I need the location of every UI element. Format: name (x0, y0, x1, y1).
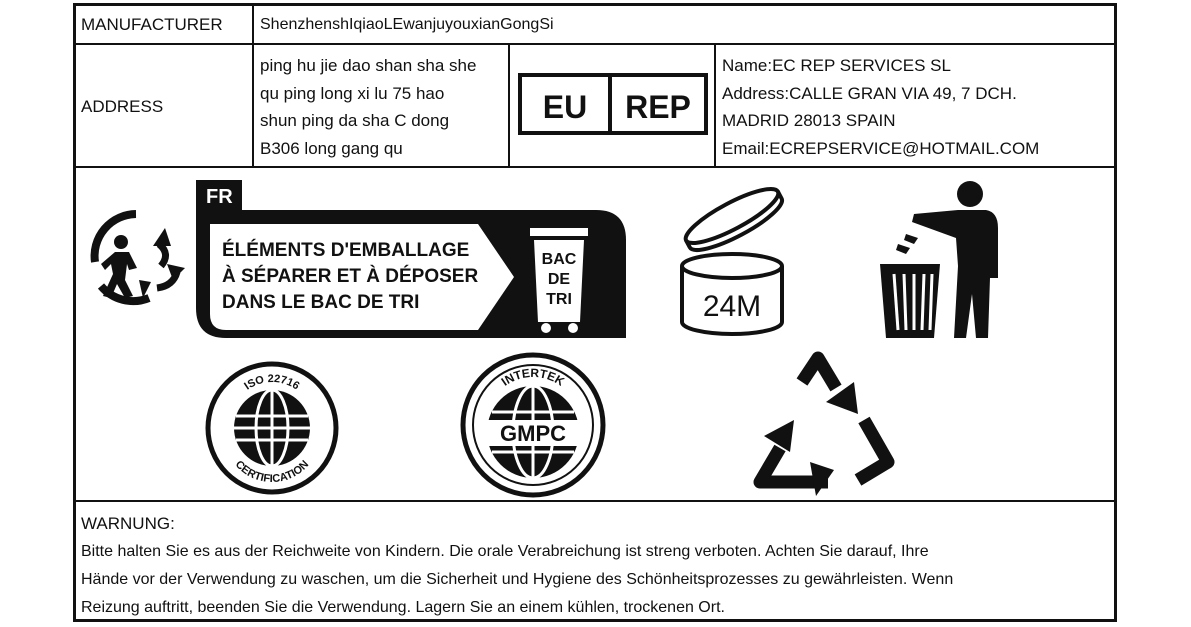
eu-rep-badge-icon (517, 72, 709, 136)
divider (76, 43, 1114, 45)
triman-line: À SÉPARER ET À DÉPOSER (222, 266, 479, 287)
divider (714, 43, 716, 166)
open-jar-24m-icon (674, 178, 788, 340)
warning-line: Bitte halten Sie es aus der Reichweite von Kindern. Die orale Verabreichung ist streng verboten. Achten Sie darauf, Ihre (81, 543, 929, 560)
eu-rep-line: Address:CALLE GRAN VIA 49, 7 DCH. (722, 84, 1017, 103)
eu-rep-right: REP (625, 89, 691, 125)
divider (508, 43, 510, 166)
pao-label: 24M (702, 290, 762, 323)
iso-22716-globe-icon (202, 350, 342, 498)
warning-line: Reizung auftritt, beenden Sie die Verwendung. Lagern Sie an einem kühlen, trockenen Ort. (81, 599, 725, 616)
warning-title: WARNUNG: (81, 514, 175, 533)
recycle-arrows-icon (740, 350, 910, 498)
gmpc-top-text: INTERTEK (498, 365, 567, 389)
eu-rep-left: EU (542, 89, 588, 125)
address-line: qu ping long xi lu 75 hao (260, 84, 445, 103)
tidyman-icon (874, 178, 1014, 340)
manufacturer-label: MANUFACTURER (81, 15, 223, 34)
bin-line: DE (547, 271, 571, 288)
address-label: ADDRESS (81, 97, 164, 116)
divider (252, 6, 254, 166)
bin-line: TRI (546, 291, 572, 308)
manufacturer-value: ShenzhenshIqiaoLEwanjuyouxianGongSi (260, 16, 554, 33)
bin-line: BAC (541, 251, 577, 268)
triman-person-icon (81, 206, 191, 306)
triman-country: FR (206, 186, 233, 208)
eu-rep-line: Email:ECREPSERVICE@HOTMAIL.COM (722, 139, 1040, 158)
eu-rep-line: Name:EC REP SERVICES SL (722, 56, 951, 75)
address-line: shun ping da sha C dong (260, 111, 450, 130)
label-sheet (73, 3, 1117, 622)
triman-label-icon (196, 178, 628, 340)
iso-bottom-text: CERTIFICATION (232, 458, 312, 486)
gmpc-center-text: GMPC (500, 421, 566, 446)
iso-top-text: ISO 22716 (242, 372, 302, 393)
triman-line: DANS LE BAC DE TRI (222, 292, 420, 313)
divider (76, 500, 1114, 502)
address-line: B306 long gang qu (260, 139, 403, 158)
eu-rep-line: MADRID 28013 SPAIN (722, 111, 896, 130)
intertek-gmpc-icon (458, 350, 608, 500)
divider (76, 166, 1114, 168)
warning-line: Hände vor der Verwendung zu waschen, um die Sicherheit und Hygiene des Schönheitsprozesses zu gewährleisten. Wenn (81, 571, 954, 588)
bac-de-tri-bin-icon (530, 228, 588, 333)
triman-line: ÉLÉMENTS D'EMBALLAGE (222, 240, 470, 261)
address-line: ping hu jie dao shan sha she (260, 56, 477, 75)
